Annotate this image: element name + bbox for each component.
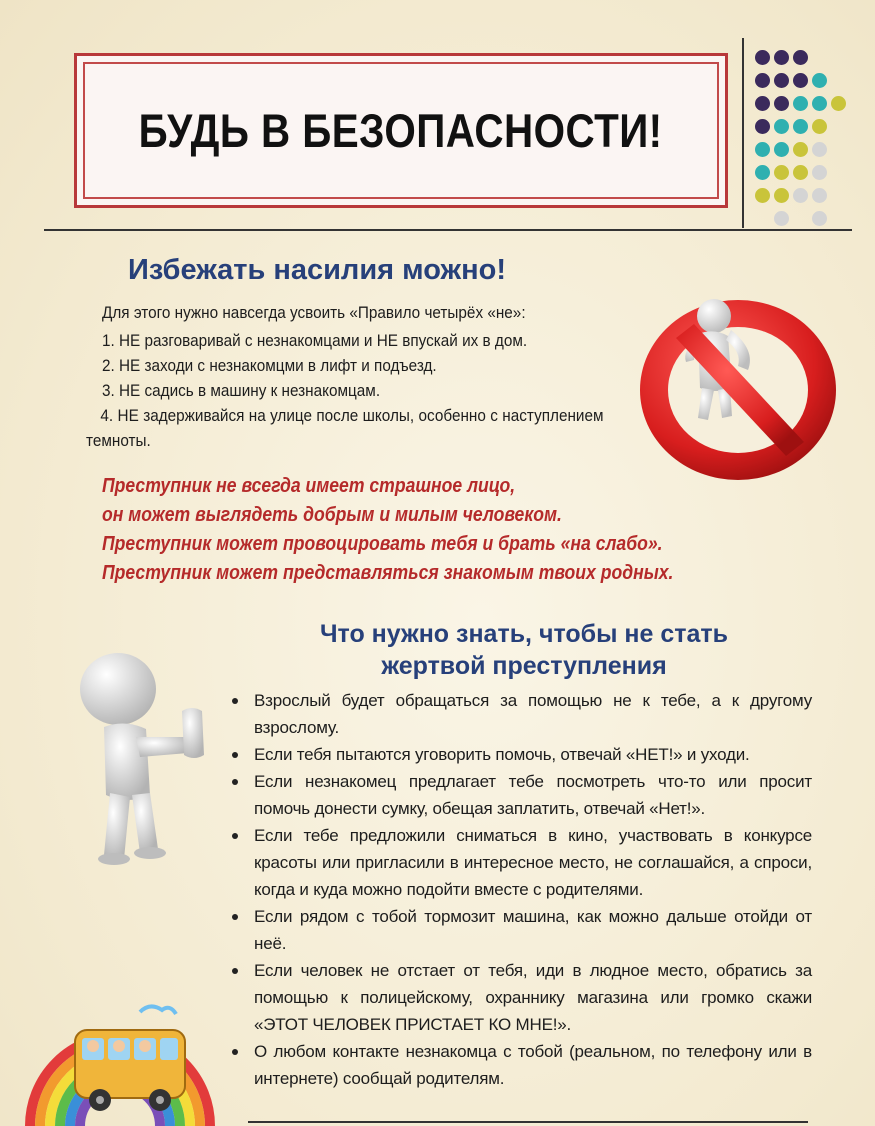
facts-list <box>232 687 812 1092</box>
list-item: Если человек не отстает от тебя, иди в людное место, обратись за помощью к полицейскому, охраннику магазина или громко скажи «ЭТОТ ЧЕЛОВЕК ПРИСТАЕТ КО МНЕ!». <box>232 957 812 1038</box>
divider-top <box>44 229 852 231</box>
section-heading-avoid: Избежать насилия можно! <box>128 254 507 286</box>
list-item: О любом контакте незнакомца с тобой (реальном, по телефону или в интернете) сообщай родителям. <box>232 1038 812 1092</box>
rule-item: 4. НЕ задерживайся на улице после школы, особенно с наступлением темноты. <box>86 406 604 450</box>
list-item: Если незнакомец предлагает тебе посмотреть что-то или просит помочь донести сумку, обещая заплатить, отвечай «Нет!». <box>232 768 812 822</box>
stop-gesture-figure-icon <box>70 645 220 875</box>
rule-item: 3. НЕ садись в машину к незнакомцам. <box>102 381 381 400</box>
warning-line: Преступник может провоцировать тебя и брать «на слабо». <box>102 533 663 555</box>
list-item: Если тебя пытаются уговорить помочь, отвечай «НЕТ!» и уходи. <box>232 741 812 768</box>
warning-block <box>102 472 751 588</box>
rainbow-bus-icon <box>20 1000 220 1126</box>
rule-item: 2. НЕ заходи с незнакомцми в лифт и подъезд. <box>102 356 437 375</box>
decorative-dots <box>750 50 850 220</box>
list-item: Если рядом с тобой тормозит машина, как можно дальше отойди от неё. <box>232 903 812 957</box>
prohibition-sign-icon <box>636 290 846 490</box>
warning-line: Преступник не всегда имеет страшное лицо, <box>102 475 516 497</box>
page-title: БУДЬ В БЕЗОПАСНОСТИ! <box>139 104 663 157</box>
list-item: Если тебе предложили сниматься в кино, участвовать в конкурсе красоты или пригласили в интересное место, не соглашайся, а спроси, когда и куда можно подойти вместе с родителями. <box>232 822 812 903</box>
warning-line: он может выглядеть добрым и милым человеком. <box>102 504 562 526</box>
rules-list <box>86 328 626 453</box>
list-item: Взрослый будет обращаться за помощью не к тебе, а к другому взрослому. <box>232 687 812 741</box>
rule-item: 1. НЕ разговаривай с незнакомцами и НЕ впускай их в дом. <box>102 331 528 350</box>
title-frame <box>74 53 728 208</box>
section-heading-know: Что нужно знать, чтобы не стать жертвой преступления <box>319 620 729 680</box>
divider-bottom <box>248 1121 808 1123</box>
warning-line: Преступник может представляться знакомым твоих родных. <box>102 562 674 584</box>
rules-intro: Для этого нужно навсегда усвоить «Правило четырёх «не»: <box>102 303 526 322</box>
divider-vertical <box>742 38 744 228</box>
